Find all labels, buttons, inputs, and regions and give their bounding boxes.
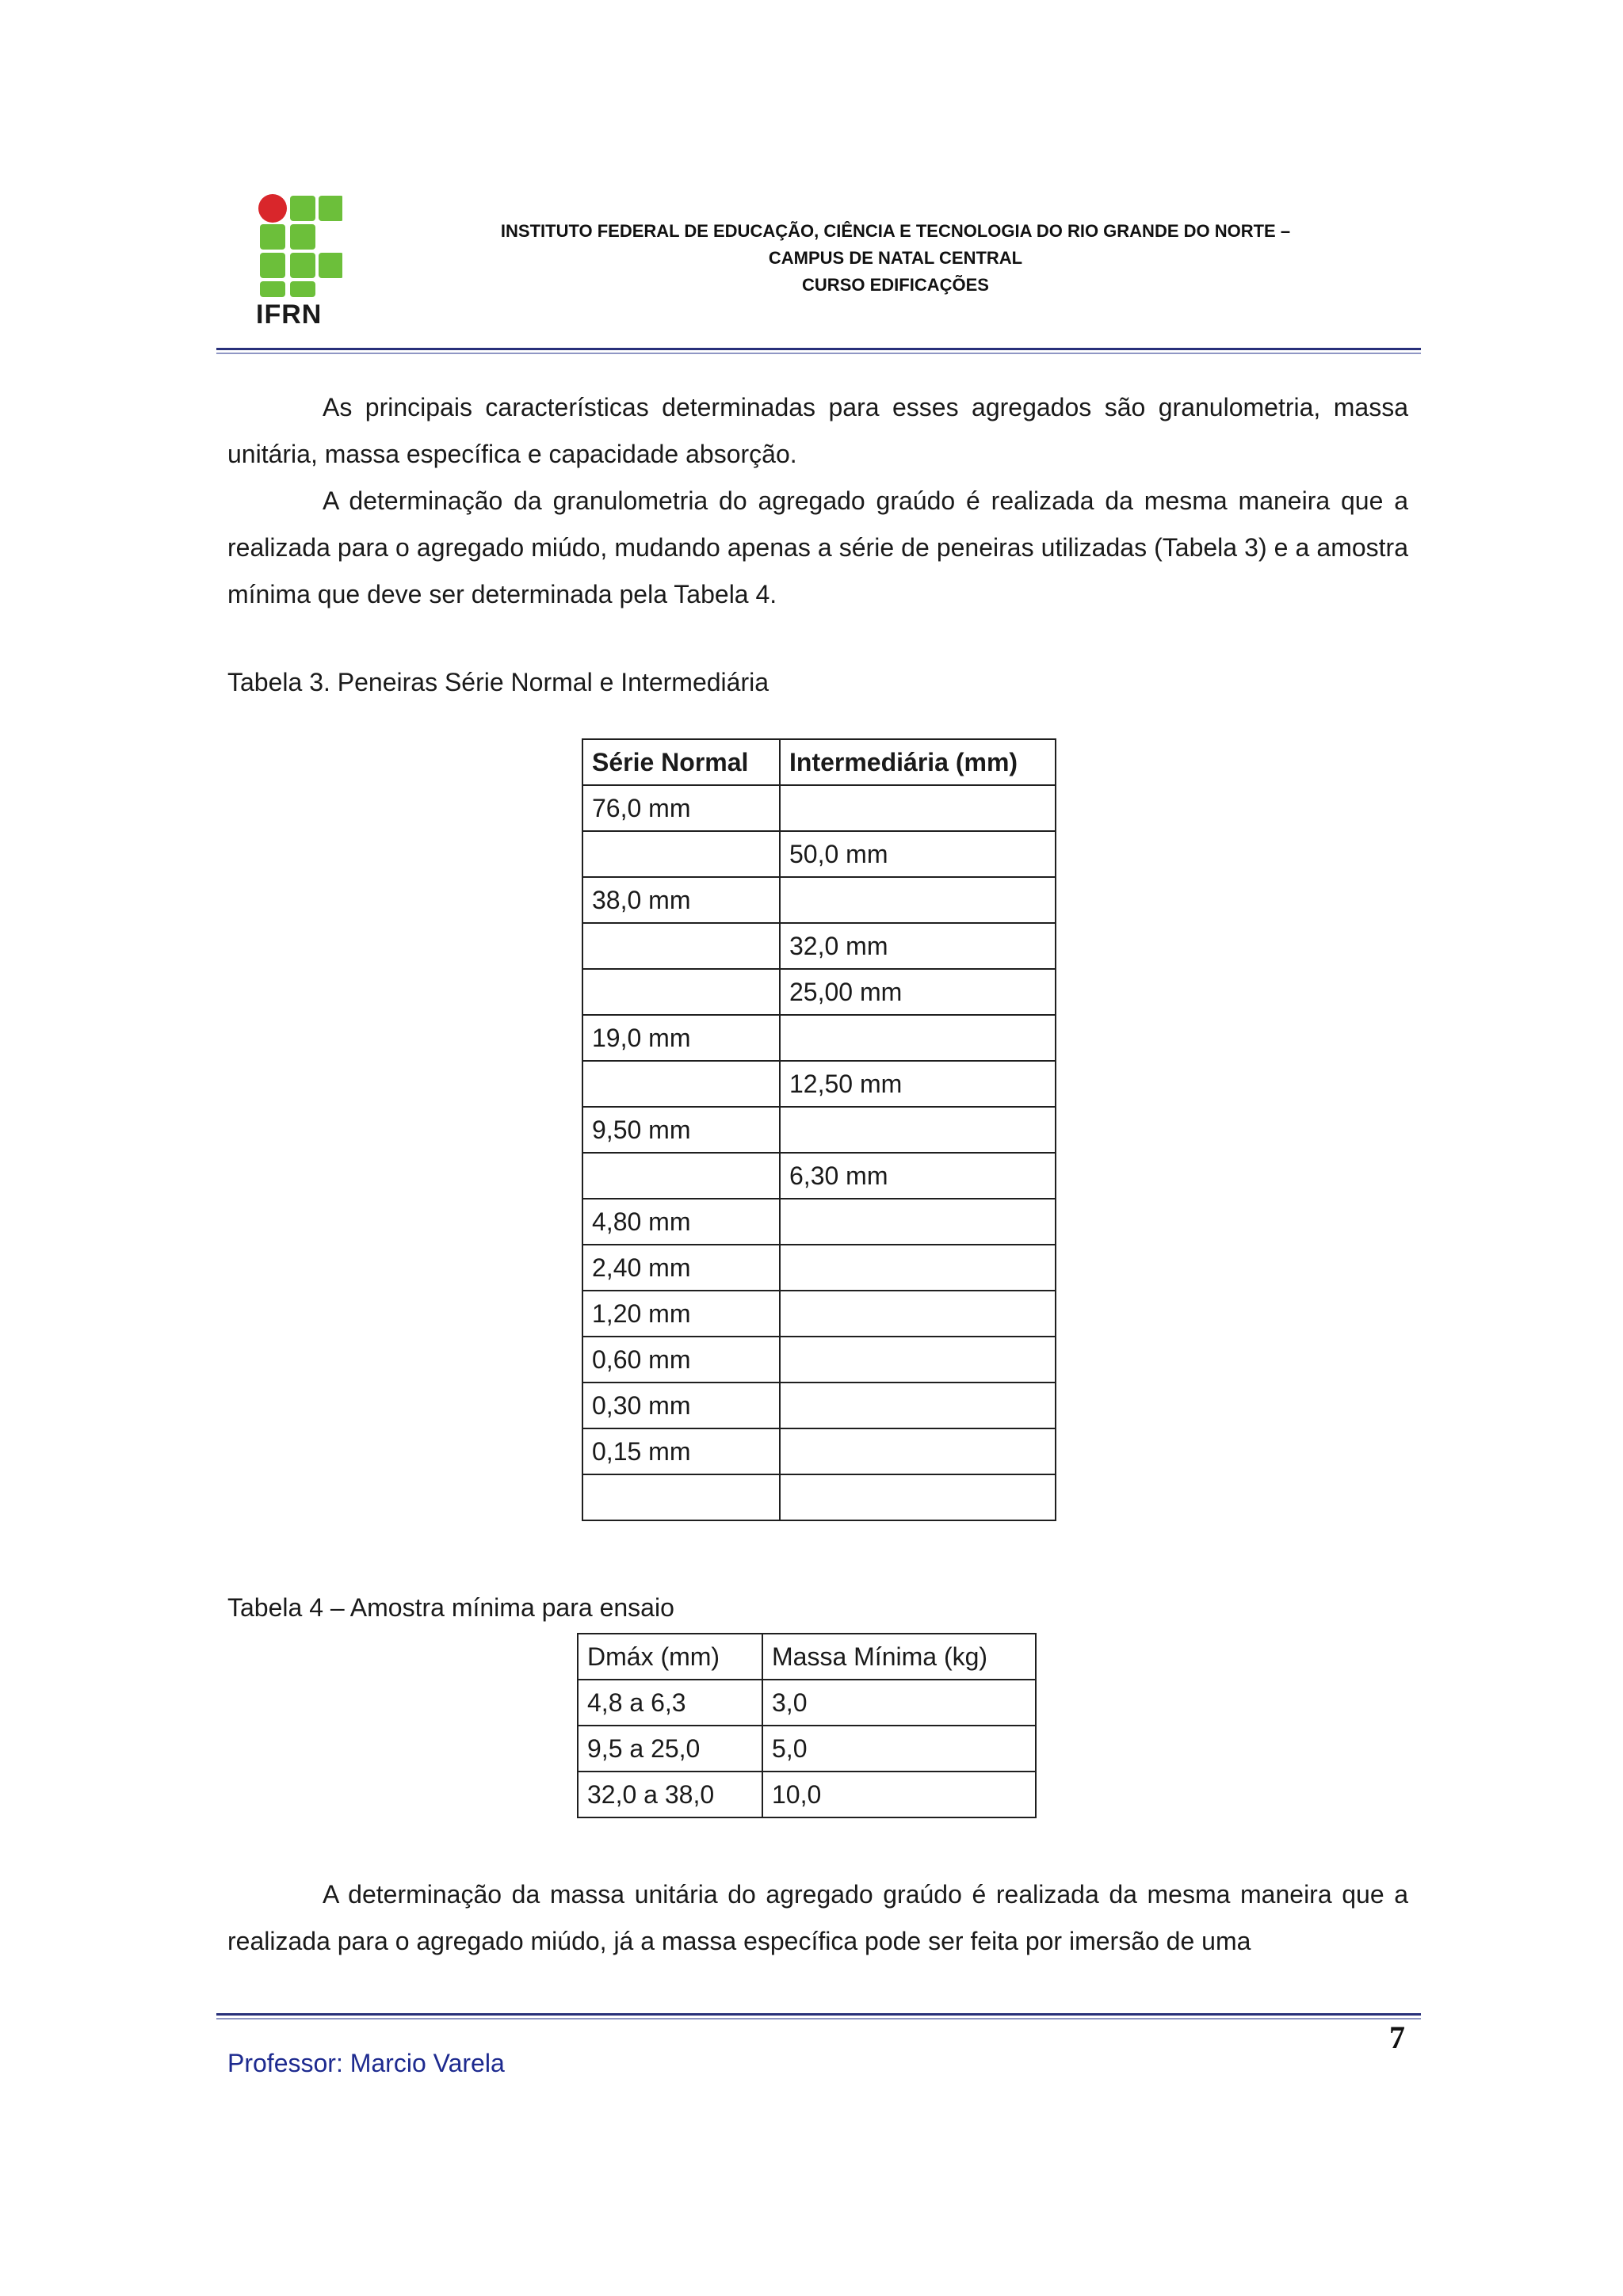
table4-caption: Tabela 4 – Amostra mínima para ensaio [227, 1593, 674, 1622]
table-cell: 25,00 mm [780, 969, 1056, 1015]
table-cell: 6,30 mm [780, 1153, 1056, 1199]
table-3-sieves [582, 738, 1056, 1521]
table-cell: 0,30 mm [582, 1383, 780, 1428]
header-line-2: CAMPUS DE NATAL CENTRAL [768, 248, 1023, 268]
table-row [582, 785, 1056, 831]
header-line-1: INSTITUTO FEDERAL DE EDUCAÇÃO, CIÊNCIA E TECNOLOGIA DO RIO GRANDE DO NORTE – [500, 221, 1291, 241]
table-cell [780, 1383, 1056, 1428]
header-line-3: CURSO EDIFICAÇÕES [802, 275, 989, 295]
table-cell [780, 1474, 1056, 1520]
table-cell: 0,15 mm [582, 1428, 780, 1474]
table-cell: 19,0 mm [582, 1015, 780, 1061]
column-header: Intermediária (mm) [780, 739, 1056, 785]
table-cell [780, 1199, 1056, 1245]
table-cell [582, 1153, 780, 1199]
table-cell [582, 1474, 780, 1520]
table-cell: 5,0 [762, 1726, 1036, 1772]
table-cell [780, 785, 1056, 831]
table-row [582, 831, 1056, 877]
table-row [582, 1199, 1056, 1245]
table-cell: 76,0 mm [582, 785, 780, 831]
column-header: Massa Mínima (kg) [762, 1634, 1036, 1680]
table-row [582, 1061, 1056, 1107]
table-row [582, 1291, 1056, 1337]
table-cell: 9,50 mm [582, 1107, 780, 1153]
table-row [578, 1726, 1036, 1772]
table-cell [780, 1245, 1056, 1291]
professor-name: Professor: Marcio Varela [227, 2049, 505, 2077]
table-row [582, 969, 1056, 1015]
table-cell [582, 1061, 780, 1107]
table-cell: 10,0 [762, 1772, 1036, 1817]
table-cell [582, 923, 780, 969]
table-row [582, 1107, 1056, 1153]
column-header: Série Normal [582, 739, 780, 785]
logo-text: IFRN [256, 299, 323, 330]
paragraph-2: A determinação da granulometria do agregado graúdo é realizada da mesma maneira que a realizada para o agregado miúdo, mudando apenas a série de peneiras utilizadas (Tabela 3) e a amostra mínima que deve ser determinada pela Tabela 4. [227, 486, 1408, 608]
table-cell: 4,8 a 6,3 [578, 1680, 762, 1726]
table-cell [582, 969, 780, 1015]
table-row [582, 1015, 1056, 1061]
table-cell: 0,60 mm [582, 1337, 780, 1383]
table-cell [780, 1291, 1056, 1337]
table-row [582, 1153, 1056, 1199]
table-header-row [578, 1634, 1036, 1680]
table-cell: 3,0 [762, 1680, 1036, 1726]
paragraph-1: As principais características determinadas para esses agregados são granulometria, massa unitária, massa específica e capacidade absorção. [227, 393, 1408, 468]
logo-red-dot [258, 194, 287, 223]
table-cell: 32,0 a 38,0 [578, 1772, 762, 1817]
header-divider [216, 348, 1421, 354]
table-row [582, 923, 1056, 969]
table-cell [780, 1428, 1056, 1474]
table-cell: 9,5 a 25,0 [578, 1726, 762, 1772]
table-row [582, 1245, 1056, 1291]
footer-divider [216, 2013, 1421, 2019]
table-cell: 12,50 mm [780, 1061, 1056, 1107]
table-cell: 1,20 mm [582, 1291, 780, 1337]
paragraph-3: A determinação da massa unitária do agregado graúdo é realizada da mesma maneira que a realizada para o agregado miúdo, já a massa específica pode ser feita por imersão de uma [227, 1880, 1408, 1955]
table-cell [780, 877, 1056, 923]
table-cell [780, 1337, 1056, 1383]
table-row [582, 877, 1056, 923]
table-row [582, 1474, 1056, 1520]
table-row [582, 1337, 1056, 1383]
table-cell: 2,40 mm [582, 1245, 780, 1291]
table-cell: 50,0 mm [780, 831, 1056, 877]
table-row [582, 1428, 1056, 1474]
table-cell [780, 1107, 1056, 1153]
table-4-minimum-sample [577, 1633, 1037, 1818]
table-row [578, 1772, 1036, 1817]
table-cell: 38,0 mm [582, 877, 780, 923]
table-cell: 32,0 mm [780, 923, 1056, 969]
institution-header [475, 218, 1316, 299]
table-cell [780, 1015, 1056, 1061]
table3-caption: Tabela 3. Peneiras Série Normal e Intermediária [227, 668, 769, 696]
table-row [578, 1680, 1036, 1726]
table-header-row [582, 739, 1056, 785]
table-cell: 4,80 mm [582, 1199, 780, 1245]
column-header: Dmáx (mm) [578, 1634, 762, 1680]
table-cell [582, 831, 780, 877]
table-row [582, 1383, 1056, 1428]
page-number: 7 [1389, 2019, 1405, 2055]
